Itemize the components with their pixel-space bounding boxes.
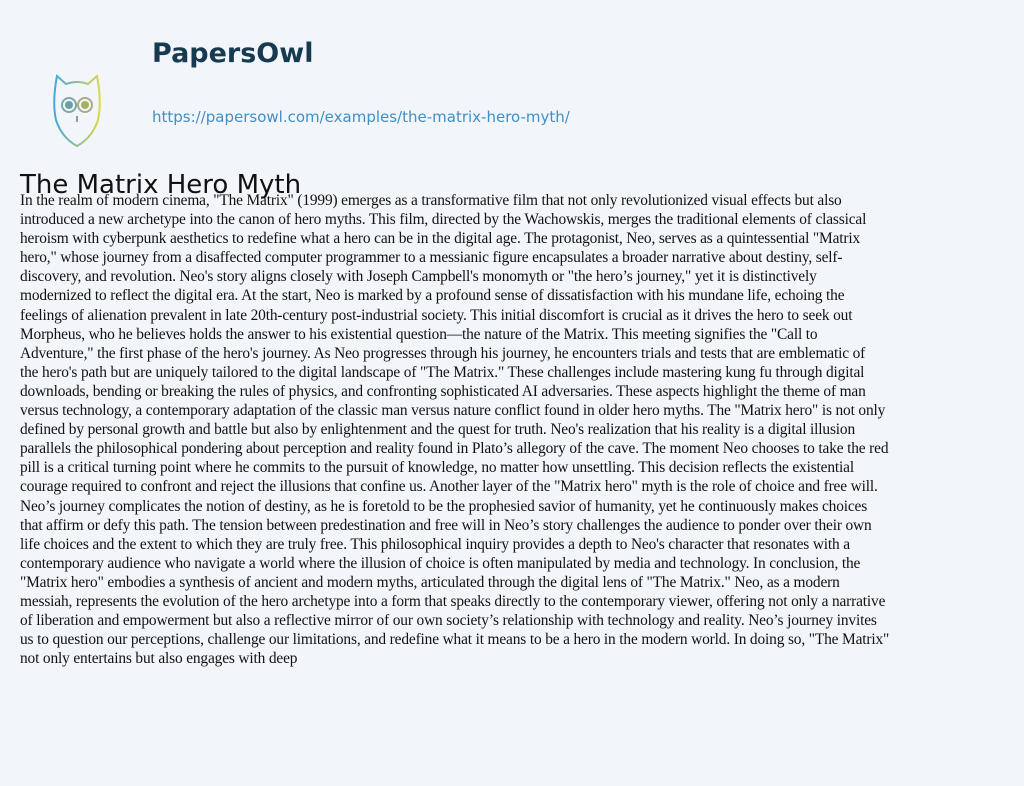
article-line: versus technology, a contemporary adaptation of the classic man versus nature conflict found in older hero myths. The "Matrix hero" is not only — [20, 402, 886, 420]
page-url-link[interactable]: https://papersowl.com/examples/the-matrix-hero-myth/ — [152, 108, 570, 126]
article-line: defined by personal growth and battle but also by enlightenment and the quest for truth. Neo's realization that his reality is a digital illusion — [20, 421, 856, 439]
article-line: discovery, and revolution. Neo's story aligns closely with Joseph Campbell's monomyth or "the hero’s journey," yet it is distinctively — [20, 268, 817, 286]
article-line: "Matrix hero" embodies a synthesis of ancient and modern myths, articulated through the digital lens of "The Matrix." Neo, as a modern — [20, 573, 840, 591]
article-line: of liberation and empowerment but also a reflective mirror of our own society’s relationship with technology and reality. Neo’s journey invites — [20, 612, 877, 630]
article-line: downloads, bending or breaking the rules of physics, and confronting sophisticated AI adversaries. These aspects highlight the theme of man — [20, 382, 866, 400]
article-line: In the realm of modern cinema, "The Matrix" (1999) emerges as a transformative film that not only revolutionized visual effects but also — [20, 192, 842, 209]
page-title: The Matrix Hero Myth — [20, 170, 302, 200]
article-line: contemporary audience who navigate a world where the illusion of choice is often manipulated by media and technology. In conclusion, the — [20, 554, 861, 572]
article-line: that affirm or defy this path. The tension between predestination and free will in Neo’s story challenges the audience to ponder over their own — [20, 516, 872, 534]
article-line: Morpheus, who he believes holds the answer to his existential question—the nature of the Matrix. This meeting signifies the "Call to — [20, 325, 818, 343]
article-line: Neo’s journey complicates the notion of destiny, as he is foretold to be the prophesied savior of humanity, yet he continuously makes choices — [20, 497, 868, 515]
article-body — [20, 191, 889, 668]
article-line: parallels the philosophical pondering about perception and reality found in Plato’s allegory of the cave. The moment Neo chooses to take the red — [20, 440, 889, 458]
article-line: us to question our perceptions, challenge our limitations, and redefine what it means to be a hero in the modern world. In doing so, "The Matrix" — [20, 631, 890, 649]
article-line: feelings of alienation prevalent in late 20th-century post-industrial society. This initial discomfort is crucial as it drives the hero to seek out — [20, 306, 853, 324]
article-line: introduced a new archetype into the canon of hero myths. This film, directed by the Wachowskis, merges the traditional elements of classical — [20, 211, 867, 229]
article-line: messiah, represents the evolution of the hero archetype into a form that speaks directly to the contemporary viewer, offering not only a narrative — [20, 592, 886, 610]
article-line: not only entertains but also engages with deep — [20, 650, 298, 668]
article-line: life choices and the extent to which they are truly free. This philosophical inquiry provides a depth to Neo's character that resonates with a — [20, 535, 850, 553]
article-line: pill is a critical turning point where he commits to the pursuit of knowledge, no matter how unsettling. This decision reflects the existential — [20, 459, 854, 477]
article-line: heroism with cyberpunk aesthetics to redefine what a hero can be in the digital age. The protagonist, Neo, serves as a quintessential "Matrix — [20, 230, 861, 248]
article-line: courage required to confront and reject the illusions that confine us. Another layer of the "Matrix hero" myth is the role of choice and free will. — [20, 478, 878, 496]
owl-logo-icon — [52, 72, 102, 148]
article-line: hero," whose journey from a disaffected computer programmer to a messianic figure encapsulates a broader narrative about destiny, self- — [20, 249, 843, 267]
article-line: modernized to reflect the digital era. At the start, Neo is marked by a profound sense of dissatisfaction with his mundane life, echoing the — [20, 287, 845, 305]
brand-name: PapersOwl — [152, 38, 314, 69]
article-line: Adventure," the first phase of the hero's journey. As Neo progresses through his journey, he encounters trials and tests that are emblematic of — [20, 344, 866, 362]
article-line: the hero's path but are uniquely tailored to the digital landscape of "The Matrix." These challenges include mastering kung fu through digital — [20, 363, 865, 381]
